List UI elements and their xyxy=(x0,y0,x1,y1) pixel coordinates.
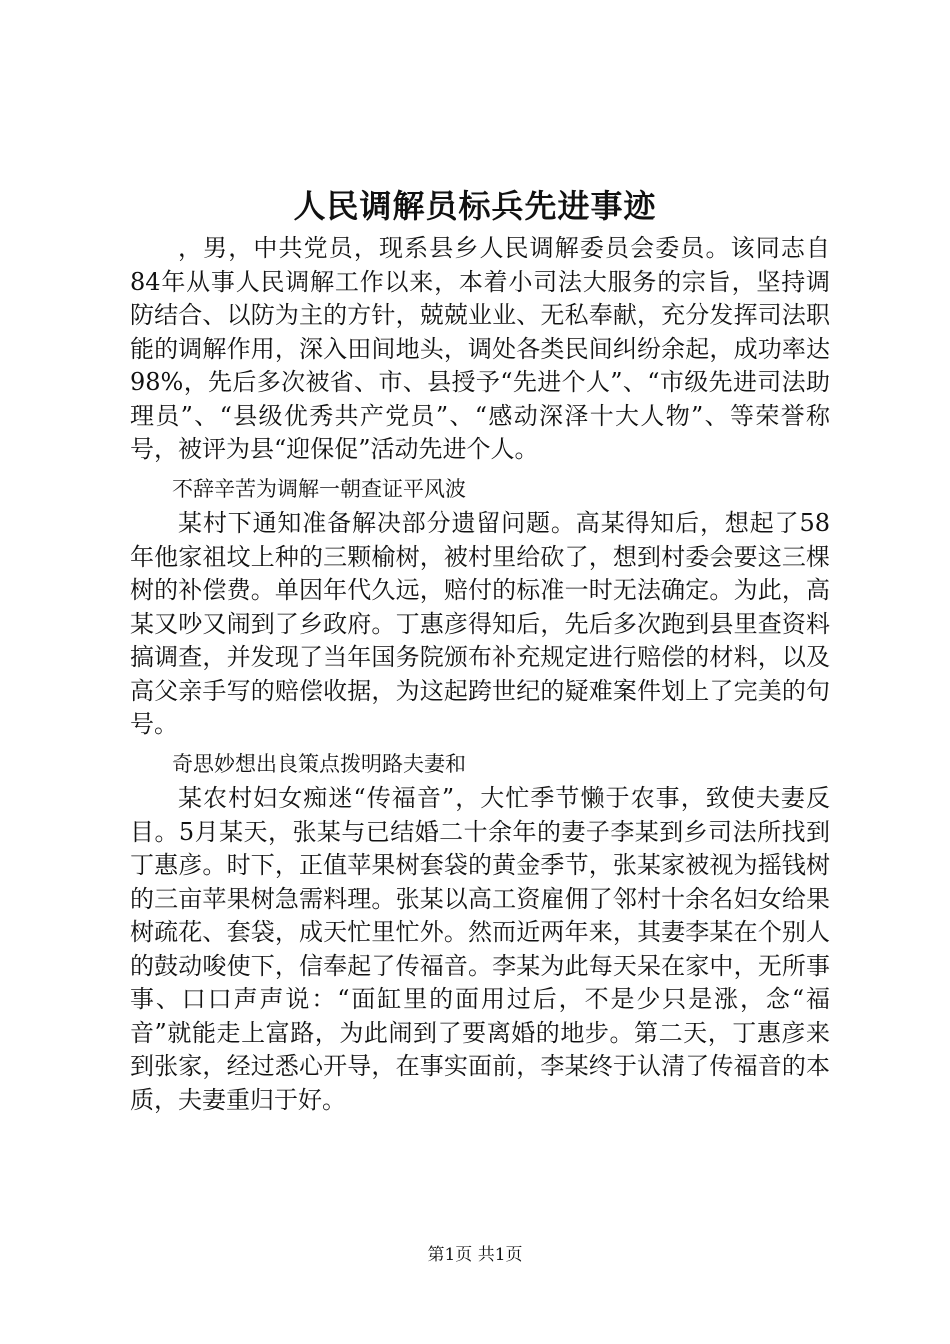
intro-paragraph: ，男，中共党员，现系县乡人民调解委员会委员。该同志自84年从事人民调解工作以来，本着小司法大服务的宗旨，坚持调防结合、以防为主的方针，兢兢业业、无私奉献，充分发挥司法职能的调解作用，深入田间地头，调处各类民间纠纷余起，成功率达98%，先后多次被省、市、县授予“先进个人”、“市级先进司法助理员”、“县级优秀共产党员”、“感动深泽十大人物”、等荣誉称号，被评为县“迎保促”活动先进个人。 xyxy=(130,234,830,463)
document-body xyxy=(130,232,830,1117)
section-2-paragraph: 某农村妇女痴迷“传福音”，大忙季节懒于农事，致使夫妻反目。5月某天，张某与已结婚二十余年的妻子李某到乡司法所找到丁惠彦。时下，正值苹果树套袋的黄金季节，张某家被视为摇钱树的三亩苹果树急需料理。张某以高工资雇佣了邻村十余名妇女给果树疏花、套袋，成天忙里忙外。然而近两年来，其妻李某在个别人的鼓动唆使下，信奉起了传福音。李某为此每天呆在家中，无所事事、口口声声说：“面缸里的面用过后，不是少只是涨，念“福音”就能走上富路，为此闹到了要离婚的地步。第二天，丁惠彦来到张家，经过悉心开导，在事实面前，李某终于认清了传福音的本质，夫妻重归于好。 xyxy=(130,784,830,1114)
page-footer: 第1页 共1页 xyxy=(427,1245,523,1265)
section-heading-1: 不辞辛苦为调解一朝查证平风波 xyxy=(172,476,466,501)
section-1-paragraph: 某村下通知准备解决部分遗留问题。高某得知后，想起了58年他家祖坟上种的三颗榆树，被村里给砍了，想到村委会要这三棵树的补偿费。单因年代久远，赔付的标准一时无法确定。为此，高某又吵又闹到了乡政府。丁惠彦得知后，先后多次跑到县里查资料搞调查，并发现了当年国务院颁布补充规定进行赔偿的材料，以及高父亲手写的赔偿收据，为这起跨世纪的疑难案件划上了完美的句号。 xyxy=(130,509,830,738)
document-title: 人民调解员标兵先进事迹 xyxy=(293,187,657,225)
section-heading-2: 奇思妙想出良策点拨明路夫妻和 xyxy=(172,751,466,776)
